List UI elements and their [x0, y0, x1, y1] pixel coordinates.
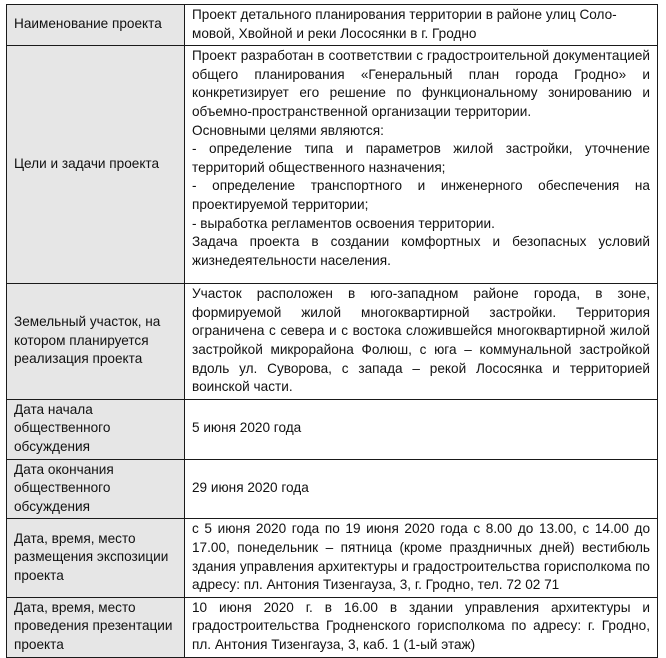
- row-value: [185, 519, 658, 597]
- value-paragraph: Участок расположен в юго-западном районе города, в зоне, формируемой жилой многоквартирной застройки. Территория ограничена с севера и с востока сложившейся многоквартирной жилой застройкой микрорайона Фолюш, с юга – коммунальной застройкой вдоль ул. Суворова, с запада – рекой Лососянка и территорией воинской части.: [192, 286, 650, 395]
- project-info-table: [6, 4, 658, 658]
- table-row: [7, 519, 658, 597]
- value-paragraph: с 5 июня 2020 года по 19 июня 2020 года с 8.00 до 13.00, с 14.00 до 17.00, понедельник – пятница (кроме праздничных дней) вестибюль здания управления архитектуры и градостроительства горисполкома по адресу: пл. Антония Тизенгауза, 3, г. Гродно, тел. 72 02 71: [192, 521, 650, 593]
- row-value: [185, 5, 658, 46]
- table-row: [7, 597, 658, 657]
- value-paragraph: - определение транспортного и инженерного обеспечения на проектируемой территории;: [192, 178, 650, 212]
- value-paragraph: 29 июня 2020 года: [192, 480, 309, 496]
- row-value: [185, 399, 658, 459]
- row-label: Дата, время, место размещения экспозиции проекта: [7, 519, 185, 597]
- value-line: мовой, Хвойной и реки Лососянки в г. Гродно: [192, 25, 477, 41]
- value-paragraph: Задача проекта в создании комфортных и безопасных условий жизнедеятельности населения.: [192, 234, 650, 268]
- value-paragraph: Проект разработан в соответствии с градостроительной документацией общего планирования «Генеральный план города Гродно» и конкретизирует его решение по функциональному зонированию и объемно-пространственной организации территории.: [192, 48, 650, 119]
- row-value: [185, 459, 658, 519]
- table-row: [7, 284, 658, 400]
- table-row: [7, 459, 658, 519]
- value-paragraph: Основными целями являются:: [192, 122, 384, 138]
- row-label: Дата начала общественного обсуждения: [7, 399, 185, 459]
- row-label: Цели и задачи проекта: [7, 46, 185, 284]
- value-paragraph: 5 июня 2020 года: [192, 420, 302, 436]
- value-paragraph: - выработка регламентов освоения территории.: [192, 215, 495, 231]
- row-value: [185, 597, 658, 657]
- row-value: [185, 284, 658, 400]
- table-row: [7, 5, 658, 46]
- value-line: Проект детального планирования территории в районе улиц Соло-: [192, 7, 617, 22]
- row-label: Дата, время, место проведения презентации проекта: [7, 597, 185, 657]
- table-row: [7, 399, 658, 459]
- row-label: Дата окончания общественного обсуждения: [7, 459, 185, 519]
- value-paragraph: - определение типа и параметров жилой застройки, уточнение территорий общественного назначения;: [192, 141, 650, 175]
- row-label: Земельный участок, на котором планируется реализация проекта: [7, 284, 185, 400]
- row-label: Наименование проекта: [7, 5, 185, 46]
- table-row: [7, 46, 658, 284]
- value-paragraph: 10 июня 2020 г. в 16.00 в здании управления архитектуры и градостроительства Гродненского горисполкома по адресу: г. Гродно, пл. Антония Тизенгауза, 3, каб. 1 (1-ый этаж): [192, 599, 650, 652]
- row-value: [185, 46, 658, 284]
